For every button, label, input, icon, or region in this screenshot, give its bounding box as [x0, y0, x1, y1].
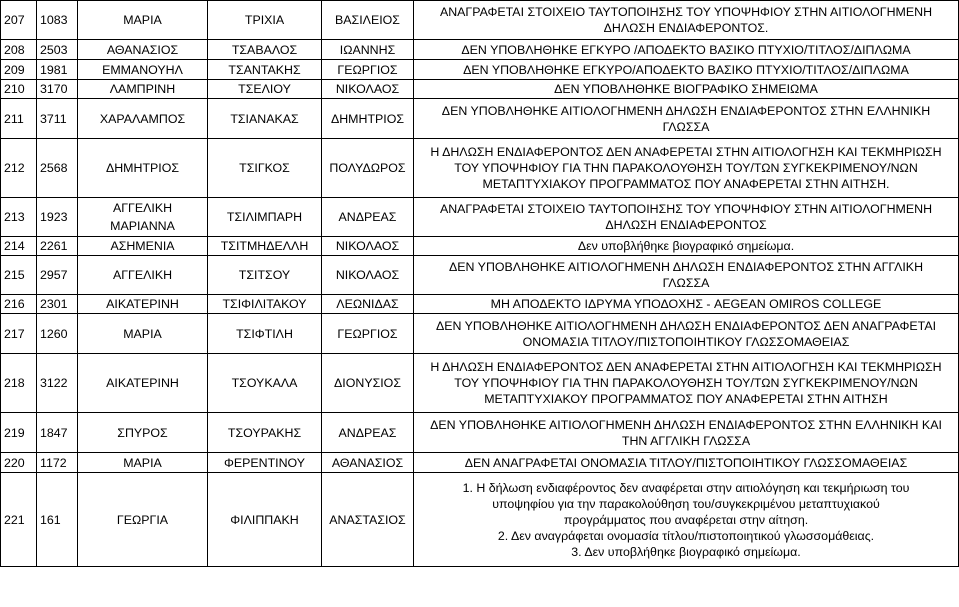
rejection-reason-cell [414, 295, 959, 314]
first-name: ΜΑΡΙΑ [123, 455, 162, 470]
father-name: ΝΙΚΟΛΑΟΣ [335, 82, 400, 96]
application-code: 161 [40, 512, 61, 527]
table-row [1, 256, 959, 295]
row-number: 207 [4, 13, 25, 27]
father-name: ΛΕΩΝΙΔΑΣ [336, 297, 399, 311]
first-name: ΑΙΚΑΤΕΡΙΝΗ [106, 297, 179, 311]
application-code-cell [37, 80, 78, 99]
father-name-cell [322, 198, 414, 237]
row-number: 219 [4, 425, 25, 440]
application-code-cell [37, 314, 78, 354]
row-number: 216 [4, 297, 25, 311]
first-name: ΣΠΥΡΟΣ [117, 425, 168, 440]
application-code: 2301 [40, 297, 68, 311]
rejection-reason-line: ΔΕΝ ΥΠΟΒΛΗΘΗΚΕ ΕΓΚΥΡΟ/ΑΠΟΔΕΚΤΟ ΒΑΣΙΚΟ ΠΤΥΧΙΟ/ΤΙΤΛΟΣ/ΔΙΠΛΩΜΑ [463, 62, 909, 77]
rejection-reason-line: ΜΕΤΑΠΤΥΧΙΑΚΟΥ ΠΡΟΓΡΑΜΜΑΤΟΣ ΠΟΥ ΑΝΑΦΕΡΕΤΑΙ ΣΤΗΝ ΑΙΤΗΣΗ. [482, 177, 890, 191]
first-name-cell [78, 237, 208, 256]
row-number: 220 [4, 455, 25, 470]
row-number: 212 [4, 161, 25, 175]
application-code-cell [37, 256, 78, 295]
father-name-cell [322, 453, 414, 473]
rejection-reason-line: ΓΛΩΣΣΑ [662, 119, 710, 134]
application-code-cell [37, 453, 78, 473]
table-row [1, 473, 959, 567]
last-name: ΤΣΙΓΚΟΣ [239, 161, 290, 175]
first-name-cell [78, 413, 208, 453]
rejection-reason-line: ΑΝΑΓΡΑΦΕΤΑΙ ΣΤΟΙΧΕΙΟ ΤΑΥΤΟΠΟΙΗΣΗΣ ΤΟΥ ΥΠΟΨΗΦΙΟΥ ΣΤΗΝ ΑΙΤΙΟΛΟΓΗΜΕΝΗ [439, 5, 933, 19]
application-code-cell [37, 237, 78, 256]
last-name-cell [208, 40, 322, 60]
father-name-cell [322, 295, 414, 314]
rejection-reason-line: ΔΗΛΩΣΗ ΕΝΔΙΑΦΕΡΟΝΤΟΣ [605, 218, 767, 232]
last-name-cell [208, 453, 322, 473]
father-name-cell [322, 139, 414, 198]
father-name: ΓΕΩΡΓΙΟΣ [337, 62, 398, 77]
last-name: ΤΣΙΤΣΟΥ [238, 268, 291, 282]
first-name-cell [78, 453, 208, 473]
father-name: ΓΕΩΡΓΙΟΣ [337, 326, 398, 341]
last-name: ΤΣΙΛΙΜΠΑΡΗ [226, 210, 303, 224]
rejection-reason-cell [414, 1, 959, 40]
first-name: ΑΘΑΝΑΣΙΟΣ [106, 42, 179, 57]
application-code: 1172 [40, 455, 67, 470]
table-row [1, 60, 959, 80]
application-code: 3170 [40, 82, 68, 96]
first-name-cell [78, 40, 208, 60]
first-name: ΑΙΚΑΤΕΡΙΝΗ [106, 376, 179, 390]
father-name: ΑΝΔΡΕΑΣ [338, 425, 397, 440]
rejection-reason-line: προγράμματος που αναφέρεται στην αίτηση. [563, 512, 809, 527]
row-number: 215 [4, 268, 25, 282]
table-row [1, 80, 959, 99]
row-number: 210 [4, 82, 25, 96]
row-number-cell [1, 237, 37, 256]
row-number: 208 [4, 42, 25, 57]
father-name-cell [322, 354, 414, 413]
last-name: ΤΣΙΤΜΗΔΕΛΛΗ [220, 239, 309, 253]
father-name-cell [322, 80, 414, 99]
rejection-reason-cell [414, 40, 959, 60]
father-name: ΙΩΑΝΝΗΣ [339, 42, 396, 57]
rejection-reason-line: ΓΛΩΣΣΑ [662, 276, 710, 290]
row-number-cell [1, 473, 37, 567]
last-name: ΤΣΟΥΡΑΚΗΣ [227, 425, 302, 440]
rejection-reason-cell [414, 60, 959, 80]
father-name-cell [322, 256, 414, 295]
row-number-cell [1, 256, 37, 295]
first-name-cell [78, 60, 208, 80]
table-row [1, 40, 959, 60]
first-name-cell [78, 354, 208, 413]
rejection-reason-line: ΜΗ ΑΠΟΔΕΚΤΟ ΙΔΡΥΜΑ ΥΠΟΔΟΧΗΣ - AEGEAN OMIROS COLLEGE [490, 297, 882, 311]
row-number: 211 [4, 111, 24, 126]
row-number-cell [1, 99, 37, 139]
rejection-reason-cell [414, 473, 959, 567]
father-name-cell [322, 60, 414, 80]
application-code: 3122 [40, 376, 68, 390]
father-name: ΑΝΑΣΤΑΣΙΟΣ [329, 512, 406, 527]
rejection-reason-line: 3. Δεν υποβλήθηκε βιογραφικό σημείωμα. [571, 544, 801, 559]
last-name: ΤΣΑΒΑΛΟΣ [231, 42, 298, 57]
rejection-reason-cell [414, 453, 959, 473]
first-name: ΑΣΗΜΕΝΙΑ [110, 239, 175, 253]
first-name: ΜΑΡΙΑ [123, 13, 162, 27]
rejection-reason-line: 2. Δεν αναγράφεται ονομασία τίτλου/πιστοποιητικού γλωσσομάθειας. [497, 528, 875, 543]
application-code-cell [37, 60, 78, 80]
application-code-cell [37, 139, 78, 198]
last-name: ΤΣΑΝΤΑΚΗΣ [228, 62, 301, 77]
rejection-reason-cell [414, 237, 959, 256]
father-name-cell [322, 413, 414, 453]
application-code-cell [37, 354, 78, 413]
first-name: ΕΜΜΑΝΟΥΗΛ [102, 62, 183, 77]
first-name: ΛΑΜΠΡΙΝΗ [109, 82, 176, 96]
table-row [1, 413, 959, 453]
first-name-cell [78, 139, 208, 198]
application-code-cell [37, 413, 78, 453]
application-code: 1981 [40, 62, 68, 77]
rejection-reason-line: Η ΔΗΛΩΣΗ ΕΝΔΙΑΦΕΡΟΝΤΟΣ ΔΕΝ ΑΝΑΦΕΡΕΤΑΙ ΣΤΗΝ ΑΙΤΙΟΛΟΓΗΣΗ ΚΑΙ ΤΕΚΜΗΡΙΩΣΗ [430, 145, 942, 159]
row-number-cell [1, 295, 37, 314]
table-row [1, 198, 959, 237]
father-name: ΝΙΚΟΛΑΟΣ [335, 268, 400, 282]
last-name-cell [208, 354, 322, 413]
first-name: ΑΓΓΕΛΙΚΗ ΜΑΡΙΑΝΝΑ [110, 201, 175, 233]
first-name-cell [78, 473, 208, 567]
last-name-cell [208, 80, 322, 99]
father-name: ΑΝΔΡΕΑΣ [338, 210, 397, 224]
rejection-reason-line: Η ΔΗΛΩΣΗ ΕΝΔΙΑΦΕΡΟΝΤΟΣ ΔΕΝ ΑΝΑΦΕΡΕΤΑΙ ΣΤΗΝ ΑΙΤΙΟΛΟΓΗΣΗ ΚΑΙ ΤΕΚΜΗΡΙΩΣΗ [430, 360, 942, 374]
first-name: ΔΗΜΗΤΡΙΟΣ [105, 161, 180, 175]
father-name: ΑΘΑΝΑΣΙΟΣ [331, 455, 404, 470]
rejection-reason-cell [414, 314, 959, 354]
rejection-reason-cell [414, 256, 959, 295]
application-code: 2957 [40, 268, 68, 282]
application-code: 2568 [40, 161, 68, 175]
rejection-reason-line: ΤΟΥ ΥΠΟΨΗΦΙΟΥ ΓΙΑ ΤΗΝ ΠΑΡΑΚΟΛΟΥΘΗΣΗ ΤΟΥ/ΤΩΝ ΣΥΓΚΕΚΡΙΜΕΝΟΥ/ΝΩΝ [454, 161, 918, 175]
row-number-cell [1, 1, 37, 40]
father-name-cell [322, 99, 414, 139]
rejection-reason-line: 1. Η δήλωση ενδιαφέροντος δεν αναφέρεται στην αιτιολόγηση και τεκμήριωση του [462, 480, 910, 495]
rejection-reason-line: ΤΗΝ ΑΓΓΛΙΚΗ ΓΛΩΣΣΑ [621, 433, 751, 448]
application-code-cell [37, 99, 78, 139]
father-name: ΔΗΜΗΤΡΙΟΣ [330, 111, 405, 126]
last-name-cell [208, 1, 322, 40]
first-name-cell [78, 99, 208, 139]
application-code: 1083 [40, 13, 68, 27]
rejection-reason-cell [414, 413, 959, 453]
last-name: ΤΣΕΛΙΟΥ [238, 82, 291, 96]
last-name-cell [208, 237, 322, 256]
table-row [1, 237, 959, 256]
table-body [1, 1, 959, 567]
application-code: 1260 [40, 326, 68, 341]
table-row [1, 314, 959, 354]
rejection-reason-line: ΔΕΝ ΥΠΟΒΛΗΘΗΚΕ ΑΙΤΙΟΛΟΓΗΜΕΝΗ ΔΗΛΩΣΗ ΕΝΔΙΑΦΕΡΟΝΤΟΣ ΣΤΗΝ ΑΓΓΛΙΚΗ [448, 260, 924, 274]
rejection-reason-cell [414, 80, 959, 99]
last-name: ΤΡΙΧΙΑ [244, 13, 285, 27]
last-name: ΤΣΙΦΙΛΙΤΑΚΟΥ [222, 297, 307, 311]
last-name-cell [208, 198, 322, 237]
rejection-reason-cell [414, 99, 959, 139]
row-number-cell [1, 60, 37, 80]
row-number: 221 [4, 512, 25, 527]
row-number: 213 [4, 210, 25, 224]
last-name-cell [208, 413, 322, 453]
table-row [1, 453, 959, 473]
rejection-reason-line: υποψηφίου για την παρακολούθηση του/συγκεκριμένου μεταπτυχιακού [492, 496, 880, 511]
row-number-cell [1, 40, 37, 60]
row-number: 214 [4, 239, 25, 253]
table-row [1, 99, 959, 139]
row-number-cell [1, 198, 37, 237]
rejection-reason-line: ΔΕΝ ΥΠΟΒΛΗΘΗΚΕ ΑΙΤΙΟΛΟΓΗΜΕΝΗ ΔΗΛΩΣΗ ΕΝΔΙΑΦΕΡΟΝΤΟΣ ΣΤΗΝ ΕΛΛΗΝΙΚΗ ΚΑΙ [430, 417, 942, 432]
row-number-cell [1, 413, 37, 453]
father-name-cell [322, 237, 414, 256]
father-name: ΔΙΟΝΥΣΙΟΣ [334, 376, 401, 390]
father-name-cell [322, 314, 414, 354]
father-name-cell [322, 473, 414, 567]
father-name-cell [322, 1, 414, 40]
table-row [1, 1, 959, 40]
last-name: ΦΕΡΕΝΤΙΝΟΥ [223, 455, 306, 470]
table-row [1, 139, 959, 198]
application-code-cell [37, 473, 78, 567]
first-name-cell [78, 295, 208, 314]
table-row [1, 295, 959, 314]
row-number-cell [1, 80, 37, 99]
rejection-reason-line: ΔΗΛΩΣΗ ΕΝΔΙΑΦΕΡΟΝΤΟΣ. [603, 21, 769, 35]
rejection-reason-line: Δεν υποβλήθηκε βιογραφικό σημείωμα. [577, 239, 795, 253]
father-name: ΒΑΣΙΛΕΙΟΣ [335, 13, 400, 27]
table-row [1, 354, 959, 413]
first-name: ΑΓΓΕΛΙΚΗ [112, 268, 173, 282]
first-name-cell [78, 80, 208, 99]
application-code: 1923 [40, 210, 68, 224]
father-name: ΠΟΛΥΔΩΡΟΣ [329, 161, 406, 175]
application-code: 1847 [40, 425, 68, 440]
rejection-reason-cell [414, 354, 959, 413]
last-name-cell [208, 256, 322, 295]
last-name-cell [208, 314, 322, 354]
first-name: ΜΑΡΙΑ [123, 326, 162, 341]
rejection-reason-line: ΜΕΤΑΠΤΥΧΙΑΚΟΥ ΠΡΟΓΡΑΜΜΑΤΟΣ ΠΟΥ ΑΝΑΦΕΡΕΤΑΙ ΣΤΗΝ ΑΙΤΗΣΗ [484, 392, 888, 406]
last-name-cell [208, 60, 322, 80]
rejection-reason-line: ΑΝΑΓΡΑΦΕΤΑΙ ΣΤΟΙΧΕΙΟ ΤΑΥΤΟΠΟΙΗΣΗΣ ΤΟΥ ΥΠΟΨΗΦΙΟΥ ΣΤΗΝ ΑΙΤΙΟΛΟΓΗΜΕΝΗ [439, 202, 933, 216]
rejection-reason-line: ΔΕΝ ΥΠΟΒΛΗΘΗΚΕ ΒΙΟΓΡΑΦΙΚΟ ΣΗΜΕΙΩΜΑ [554, 82, 818, 96]
rejection-reason-line: ΔΕΝ ΥΠΟΒΛΗΘΗΚΕ ΑΙΤΙΟΛΟΓΗΜΕΝΗ ΔΗΛΩΣΗ ΕΝΔΙΑΦΕΡΟΝΤΟΣ ΔΕΝ ΑΝΑΓΡΑΦΕΤΑΙ [435, 318, 937, 333]
last-name: ΤΣΙΑΝΑΚΑΣ [230, 111, 299, 126]
father-name: ΝΙΚΟΛΑΟΣ [335, 239, 400, 253]
rejection-reason-line: ΔΕΝ ΥΠΟΒΛΗΘΗΚΕ ΕΓΚΥΡΟ /ΑΠΟΔΕΚΤΟ ΒΑΣΙΚΟ ΠΤΥΧΙΟ/ΤΙΤΛΟΣ/ΔΙΠΛΩΜΑ [461, 42, 911, 57]
row-number-cell [1, 354, 37, 413]
last-name-cell [208, 473, 322, 567]
rejection-reason-line: ΤΟΥ ΥΠΟΨΗΦΙΟΥ ΓΙΑ ΤΗΝ ΠΑΡΑΚΟΛΟΥΘΗΣΗ ΤΟΥ/ΤΩΝ ΣΥΓΚΕΚΡΙΜΕΝΟΥ/ΝΩΝ [454, 376, 918, 390]
first-name-cell [78, 1, 208, 40]
first-name-cell [78, 256, 208, 295]
application-code-cell [37, 40, 78, 60]
last-name-cell [208, 99, 322, 139]
first-name: ΧΑΡΑΛΑΜΠΟΣ [99, 111, 186, 126]
row-number: 217 [4, 326, 25, 341]
last-name: ΦΙΛΙΠΠΑΚΗ [230, 512, 299, 527]
application-code: 3711 [40, 111, 67, 126]
row-number: 209 [4, 62, 25, 77]
row-number: 218 [4, 376, 25, 390]
first-name-cell [78, 198, 208, 237]
last-name-cell [208, 295, 322, 314]
application-code-cell [37, 198, 78, 237]
application-code: 2261 [40, 239, 68, 253]
rejection-reason-line: ΔΕΝ ΥΠΟΒΛΗΘΗΚΕ ΑΙΤΙΟΛΟΓΗΜΕΝΗ ΔΗΛΩΣΗ ΕΝΔΙΑΦΕΡΟΝΤΟΣ ΣΤΗΝ ΕΛΛΗΝΙΚΗ [441, 103, 931, 118]
father-name-cell [322, 40, 414, 60]
row-number-cell [1, 314, 37, 354]
last-name: ΤΣΙΦΤΙΛΗ [236, 326, 293, 341]
last-name-cell [208, 139, 322, 198]
row-number-cell [1, 139, 37, 198]
application-code-cell [37, 1, 78, 40]
first-name: ΓΕΩΡΓΙΑ [116, 512, 169, 527]
rejection-reason-cell [414, 139, 959, 198]
application-code: 2503 [40, 42, 68, 57]
first-name-cell [78, 314, 208, 354]
rejection-reason-line: ΔΕΝ ΑΝΑΓΡΑΦΕΤΑΙ ΟΝΟΜΑΣΙΑ ΤΙΤΛΟΥ/ΠΙΣΤΟΠΟΙΗΤΙΚΟΥ ΓΛΩΣΣΟΜΑΘΕΙΑΣ [464, 455, 908, 470]
last-name: ΤΣΟΥΚΑΛΑ [231, 376, 298, 390]
row-number-cell [1, 453, 37, 473]
rejection-reason-cell [414, 198, 959, 237]
rejection-reason-line: ΟΝΟΜΑΣΙΑ ΤΙΤΛΟΥ/ΠΙΣΤΟΠΟΙΗΤΙΚΟΥ ΓΛΩΣΣΟΜΑΘΕΙΑΣ [522, 334, 850, 349]
application-code-cell [37, 295, 78, 314]
